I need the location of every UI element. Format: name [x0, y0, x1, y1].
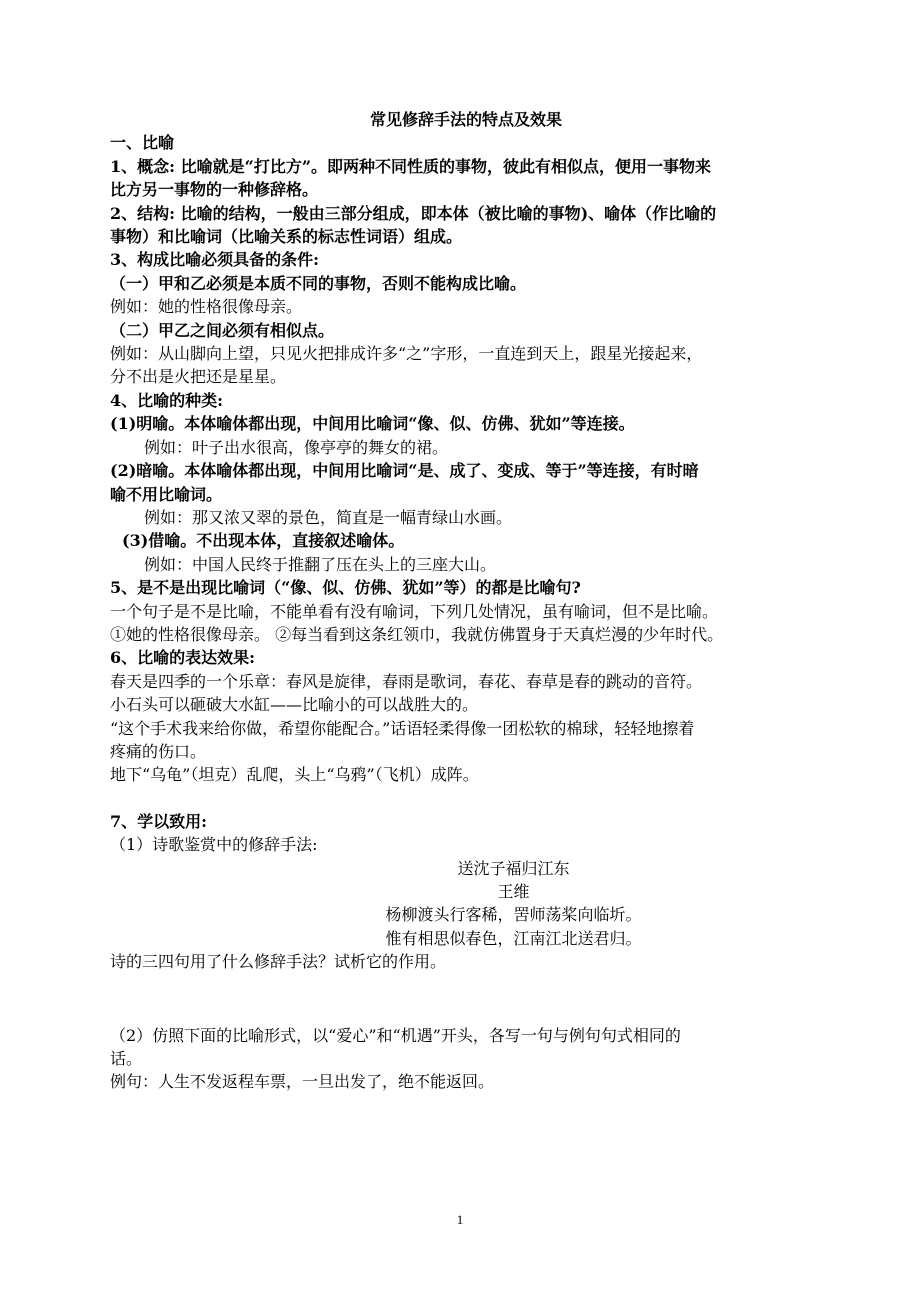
practice-item-2-example: 例句：人生不发返程车票，一旦出发了，绝不能返回。	[110, 1072, 495, 1092]
condition-2-example-2: 分不出是火把还是星星。	[110, 367, 287, 387]
structure-line-2: 事物）和比喻词（比喻关系的标志性词语）组成。	[110, 227, 463, 247]
page-title: 常见修辞手法的特点及效果	[369, 110, 562, 129]
type-simile-example: 例如：叶子出水很高，像亭亭的舞女的裙。	[144, 437, 449, 457]
effect-example-3-line-2: 疼痛的伤口。	[110, 741, 207, 761]
question-5-line-1: 一个句子是不是比喻，不能单看有没有喻词，下列几处情况，虽有喻词，但不是比喻。	[110, 601, 719, 621]
type-simile: (1)明喻。本体喻体都出现，中间用比喻词“像、似、仿佛、犹如”等连接。	[110, 414, 635, 434]
document-body	[110, 108, 822, 1094]
condition-2: （二）甲乙之间必须有相似点。	[110, 320, 335, 340]
type-metonymic-example: 例如：中国人民终于推翻了压在头上的三座大山。	[144, 554, 497, 574]
poem-line-2: 惟有相思似春色，江南江北送君归。	[385, 928, 642, 948]
effect-example-4: 地下“乌龟”（坦克）乱爬，头上“乌鸦”（飞机）成阵。	[110, 765, 479, 785]
effect-example-2: 小石头可以砸破大水缸——比喻小的可以战胜大的。	[110, 695, 479, 715]
conditions-heading: 3、构成比喻必须具备的条件:	[110, 250, 320, 270]
types-heading: 4、比喻的种类:	[110, 390, 224, 410]
effect-example-3-line-1: “这个手术我来给你做，希望你能配合。”话语轻柔得像一团松软的棉球，轻轻地擦着	[110, 718, 695, 738]
effects-heading: 6、比喻的表达效果:	[110, 648, 256, 668]
type-metaphor-example: 例如：那又浓又翠的景色，简直是一幅青绿山水画。	[144, 507, 513, 527]
poem-author: 王维	[497, 882, 530, 901]
effect-example-1: 春天是四季的一个乐章：春风是旋律，春雨是歌词，春花、春草是春的跳动的音符。	[110, 671, 703, 691]
poem-title: 送沈子福归江东	[457, 858, 570, 878]
concept-line-2: 比方另一事物的一种修辞格。	[110, 180, 319, 200]
poem-line-1: 杨柳渡头行客稀，罟师荡桨向临圻。	[385, 905, 642, 925]
practice-heading: 7、学以致用:	[110, 811, 208, 831]
question-5-heading: 5、是不是出现比喻词（“像、似、仿佛、犹如”等）的都是比喻句?	[110, 578, 581, 598]
condition-1-example: 例如：她的性格很像母亲。	[110, 297, 303, 317]
condition-1: （一）甲和乙必须是本质不同的事物，否则不能构成比喻。	[110, 273, 527, 293]
practice-item-1: （1）诗歌鉴赏中的修辞手法:	[110, 835, 318, 855]
type-metaphor-line-2: 喻不用比喻词。	[110, 484, 223, 504]
practice-item-2-line-1: （2）仿照下面的比喻形式，以“爱心”和“机遇”开头，各写一句与例句句式相同的	[110, 1025, 681, 1045]
type-metonymic: (3)借喻。不出现本体，直接叙述喻体。	[122, 531, 405, 551]
concept-line-1: 1、概念: 比喻就是“打比方”。即两种不同性质的事物，彼此有相似点，便用一事物来	[110, 156, 712, 176]
type-metaphor-line-1: (2)暗喻。本体喻体都出现，中间用比喻词“是、成了、变成、等于”等连接，有时暗	[110, 461, 699, 481]
question-5-line-2: ①她的性格很像母亲。 ②每当看到这条红领巾，我就仿佛置身于天真烂漫的少年时代。	[110, 624, 724, 644]
practice-item-1-question: 诗的三四句用了什么修辞手法？试析它的作用。	[110, 952, 447, 972]
section-heading-metaphor: 一、比喻	[110, 133, 175, 153]
practice-item-2-line-2: 话。	[110, 1049, 143, 1069]
condition-2-example-1: 例如：从山脚向上望，只见火把排成许多“之”字形，一直连到天上，跟星光接起来，	[110, 344, 703, 364]
page-number: 1	[456, 1212, 464, 1227]
structure-line-1: 2、结构: 比喻的结构，一般由三部分组成，即本体（被比喻的事物)、喻体（作比喻的	[110, 203, 717, 223]
